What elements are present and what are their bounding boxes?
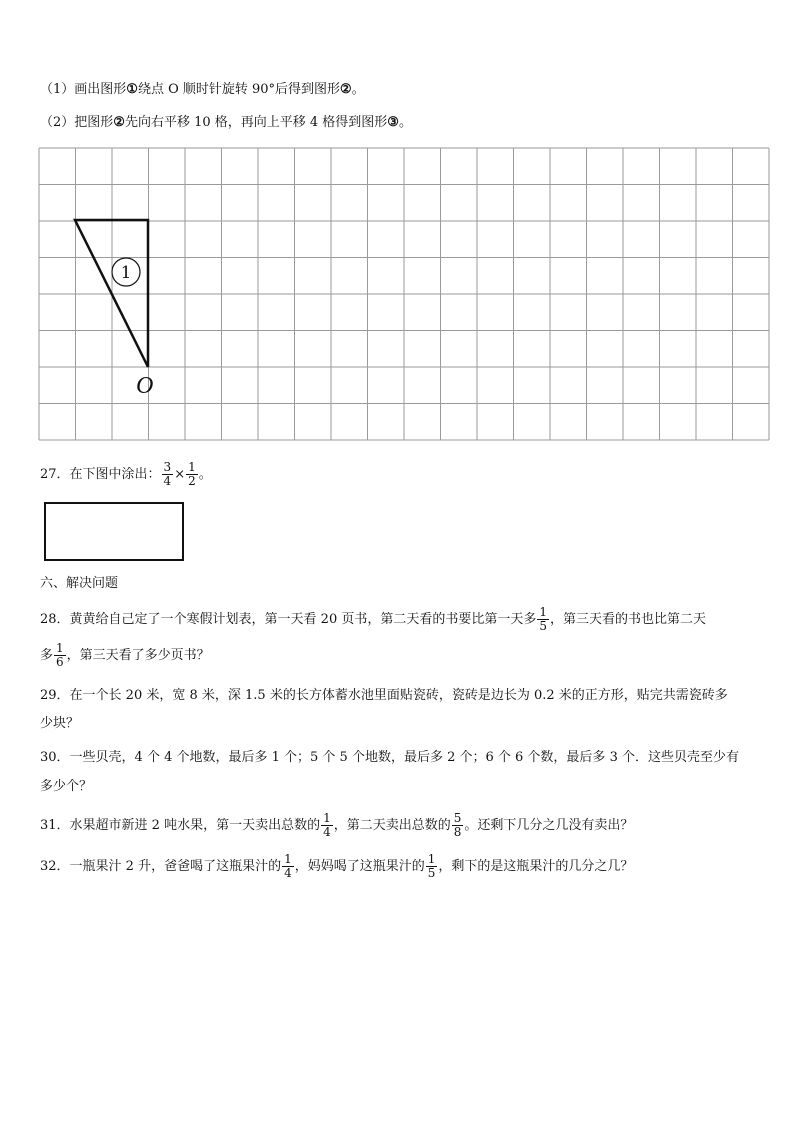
q30-line2: 多少个？ bbox=[40, 779, 93, 794]
q27-frac1-num: 3 bbox=[163, 460, 172, 474]
q32-frac-b-num: 1 bbox=[427, 852, 436, 866]
q26-part1-mid: 绕点 O 顺时针旋转 90°后得到图形 bbox=[137, 82, 341, 97]
q31-frac-a-den: 4 bbox=[323, 825, 331, 839]
figure-2-mark: ② bbox=[113, 115, 125, 130]
figure-1-label: 1 bbox=[120, 263, 132, 283]
q26-part1-end: 。 bbox=[351, 82, 365, 97]
q26-part2 bbox=[40, 113, 412, 133]
q32-text-b: ，妈妈喝了这瓶果汁的 bbox=[294, 859, 425, 874]
figure-3-mark: ③ bbox=[387, 115, 399, 130]
q31-fraction-b bbox=[452, 812, 464, 839]
q32-frac-b-den: 5 bbox=[427, 866, 436, 880]
section-title: 六、解决问题 bbox=[40, 576, 119, 591]
q28-fraction-b bbox=[54, 642, 66, 669]
q28-text-a: 28．黄黄给自己定了一个寒假计划表，第一天看 20 页书，第二天看的书要比第一天多 bbox=[40, 612, 537, 627]
q28-frac-a-num: 1 bbox=[539, 605, 547, 619]
q32-fraction-b bbox=[426, 853, 438, 880]
q28-text-b: ，第三天看的书也比第二天 bbox=[550, 612, 707, 627]
drawing-grid[interactable] bbox=[38, 147, 770, 441]
q26-part1 bbox=[40, 80, 365, 100]
q31-text-c: 。还剩下几分之几没有卖出？ bbox=[464, 818, 634, 833]
q29-line1: 29．在一个长 20 米，宽 8 米，深 1.5 米的长方体蓄水池里面贴瓷砖，瓷砖是边长为 0.2 米的正方形，贴完共需瓷砖多 bbox=[40, 688, 728, 703]
q32-text-c: ，剩下的是这瓶果汁的几分之几？ bbox=[438, 859, 634, 874]
point-o-label: O bbox=[136, 373, 154, 399]
q26-part2-prefix: （2）把图形 bbox=[40, 115, 114, 130]
q32-text-a: 32．一瓶果汁 2 升，爸爸喝了这瓶果汁的 bbox=[40, 859, 282, 874]
q28-frac-b-num: 1 bbox=[56, 641, 64, 655]
q31-frac-a-num: 1 bbox=[323, 811, 331, 825]
q31-frac-b-num: 5 bbox=[453, 811, 462, 825]
q28-line1 bbox=[40, 602, 706, 638]
q28-frac-a-den: 5 bbox=[539, 619, 547, 633]
q26-part2-mid: 先向右平移 10 格，再向上平移 4 格得到图形 bbox=[124, 115, 388, 130]
q28-frac-b-den: 6 bbox=[56, 655, 64, 669]
q31-text bbox=[40, 808, 633, 844]
q27-operator: × bbox=[174, 467, 186, 482]
q27-prefix: 27．在下图中涂出： bbox=[40, 467, 161, 482]
q32-fraction-a bbox=[282, 853, 294, 880]
q28-text-d: ，第三天看了多少页书？ bbox=[66, 648, 210, 663]
q27-prompt bbox=[40, 455, 212, 495]
q27-frac2-num: 1 bbox=[188, 460, 196, 474]
q27-fraction-2 bbox=[186, 461, 198, 488]
q27-frac2-den: 2 bbox=[188, 474, 196, 488]
q28-text-c: 多 bbox=[40, 648, 54, 663]
q26-part1-prefix: （1）画出图形 bbox=[40, 82, 127, 97]
q31-text-b: ，第二天卖出总数的 bbox=[333, 818, 451, 833]
q31-text-a: 31．水果超市新进 2 吨水果，第一天卖出总数的 bbox=[40, 818, 321, 833]
q27-shading-rectangle[interactable] bbox=[44, 502, 184, 561]
q27-fraction-1 bbox=[162, 461, 174, 488]
q32-text bbox=[40, 849, 633, 885]
q26-part2-end: 。 bbox=[398, 115, 412, 130]
q28-fraction-a bbox=[537, 606, 549, 633]
q27-frac1-den: 4 bbox=[163, 474, 172, 488]
q30-line1: 30．一些贝壳，4 个 4 个地数，最后多 1 个；5 个 5 个地数，最后多 2 个；6 个 6 个数，最后多 3 个．这些贝壳至少有 bbox=[40, 750, 739, 765]
q29-line2: 少块？ bbox=[40, 716, 80, 731]
q28-line2 bbox=[40, 638, 210, 674]
q31-frac-b-den: 8 bbox=[453, 825, 462, 839]
figure-2-mark: ② bbox=[340, 82, 352, 97]
q32-frac-a-den: 4 bbox=[284, 866, 292, 880]
q32-frac-a-num: 1 bbox=[284, 852, 292, 866]
figure-1-mark: ① bbox=[126, 82, 138, 97]
q31-fraction-a bbox=[321, 812, 333, 839]
q27-end: 。 bbox=[198, 467, 212, 482]
